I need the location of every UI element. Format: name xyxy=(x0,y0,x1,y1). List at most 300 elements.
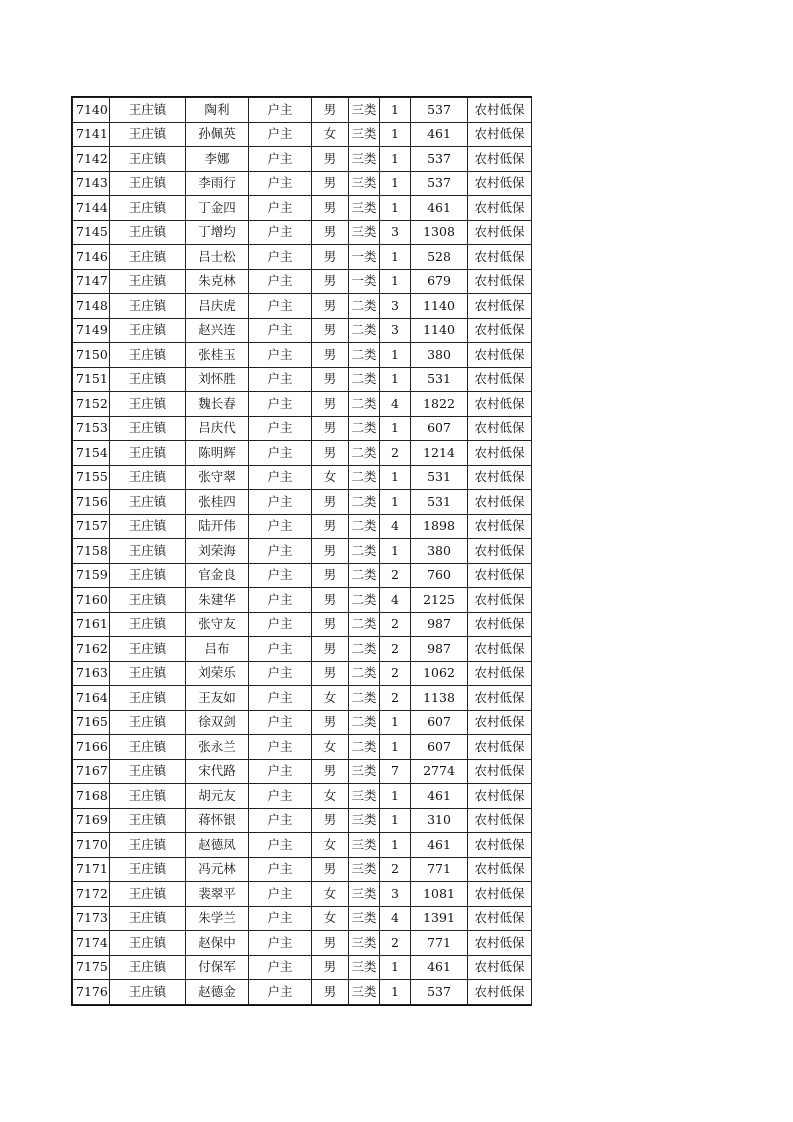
role-cell: 户主 xyxy=(249,171,312,196)
class-cell: 二类 xyxy=(349,686,380,711)
data-table xyxy=(72,97,532,1005)
amount-cell: 537 xyxy=(411,98,468,123)
amount-cell: 461 xyxy=(411,196,468,221)
gender-cell: 男 xyxy=(312,245,349,270)
table-row xyxy=(73,906,532,931)
assistance-type-cell: 农村低保 xyxy=(468,980,532,1005)
assistance-type-cell: 农村低保 xyxy=(468,710,532,735)
household-count-cell: 3 xyxy=(380,318,411,343)
household-count-cell: 1 xyxy=(380,784,411,809)
town-cell: 王庄镇 xyxy=(110,147,186,172)
household-count-cell: 1 xyxy=(380,416,411,441)
gender-cell: 男 xyxy=(312,710,349,735)
person-name-cell: 朱克林 xyxy=(186,269,249,294)
class-cell: 三类 xyxy=(349,906,380,931)
household-count-cell: 4 xyxy=(380,392,411,417)
row-number-cell: 7170 xyxy=(73,833,110,858)
household-count-cell: 1 xyxy=(380,539,411,564)
role-cell: 户主 xyxy=(249,196,312,221)
amount-cell: 2125 xyxy=(411,588,468,613)
assistance-type-cell: 农村低保 xyxy=(468,857,532,882)
household-count-cell: 2 xyxy=(380,563,411,588)
household-count-cell: 2 xyxy=(380,857,411,882)
gender-cell: 男 xyxy=(312,220,349,245)
assistance-type-cell: 农村低保 xyxy=(468,931,532,956)
household-count-cell: 1 xyxy=(380,833,411,858)
row-number-cell: 7150 xyxy=(73,343,110,368)
class-cell: 二类 xyxy=(349,318,380,343)
town-cell: 王庄镇 xyxy=(110,343,186,368)
row-number-cell: 7148 xyxy=(73,294,110,319)
class-cell: 二类 xyxy=(349,514,380,539)
table-row xyxy=(73,343,532,368)
table-row xyxy=(73,563,532,588)
household-count-cell: 1 xyxy=(380,710,411,735)
person-name-cell: 吕庆虎 xyxy=(186,294,249,319)
table-row xyxy=(73,931,532,956)
row-number-cell: 7175 xyxy=(73,955,110,980)
role-cell: 户主 xyxy=(249,294,312,319)
row-number-cell: 7141 xyxy=(73,122,110,147)
gender-cell: 男 xyxy=(312,367,349,392)
town-cell: 王庄镇 xyxy=(110,784,186,809)
town-cell: 王庄镇 xyxy=(110,759,186,784)
class-cell: 三类 xyxy=(349,931,380,956)
household-count-cell: 2 xyxy=(380,637,411,662)
table-row xyxy=(73,686,532,711)
gender-cell: 男 xyxy=(312,514,349,539)
row-number-cell: 7171 xyxy=(73,857,110,882)
row-number-cell: 7147 xyxy=(73,269,110,294)
household-count-cell: 1 xyxy=(380,465,411,490)
town-cell: 王庄镇 xyxy=(110,122,186,147)
town-cell: 王庄镇 xyxy=(110,637,186,662)
class-cell: 二类 xyxy=(349,441,380,466)
class-cell: 二类 xyxy=(349,294,380,319)
row-number-cell: 7160 xyxy=(73,588,110,613)
household-count-cell: 1 xyxy=(380,343,411,368)
row-number-cell: 7167 xyxy=(73,759,110,784)
person-name-cell: 蒋怀银 xyxy=(186,808,249,833)
person-name-cell: 刘怀胜 xyxy=(186,367,249,392)
table-row xyxy=(73,514,532,539)
assistance-type-cell: 农村低保 xyxy=(468,612,532,637)
table-row xyxy=(73,98,532,123)
table-row xyxy=(73,808,532,833)
amount-cell: 310 xyxy=(411,808,468,833)
row-number-cell: 7163 xyxy=(73,661,110,686)
table-row xyxy=(73,637,532,662)
row-number-cell: 7145 xyxy=(73,220,110,245)
town-cell: 王庄镇 xyxy=(110,539,186,564)
role-cell: 户主 xyxy=(249,98,312,123)
amount-cell: 760 xyxy=(411,563,468,588)
gender-cell: 男 xyxy=(312,759,349,784)
household-count-cell: 1 xyxy=(380,122,411,147)
person-name-cell: 刘荣乐 xyxy=(186,661,249,686)
row-number-cell: 7173 xyxy=(73,906,110,931)
class-cell: 三类 xyxy=(349,784,380,809)
household-count-cell: 1 xyxy=(380,735,411,760)
role-cell: 户主 xyxy=(249,343,312,368)
role-cell: 户主 xyxy=(249,857,312,882)
role-cell: 户主 xyxy=(249,539,312,564)
table-row xyxy=(73,833,532,858)
table-row xyxy=(73,220,532,245)
class-cell: 一类 xyxy=(349,269,380,294)
assistance-type-cell: 农村低保 xyxy=(468,441,532,466)
amount-cell: 380 xyxy=(411,539,468,564)
gender-cell: 女 xyxy=(312,784,349,809)
table-row xyxy=(73,980,532,1005)
town-cell: 王庄镇 xyxy=(110,98,186,123)
person-name-cell: 李雨行 xyxy=(186,171,249,196)
assistance-type-cell: 农村低保 xyxy=(468,686,532,711)
table-row xyxy=(73,661,532,686)
town-cell: 王庄镇 xyxy=(110,196,186,221)
household-count-cell: 1 xyxy=(380,196,411,221)
household-count-cell: 1 xyxy=(380,269,411,294)
table-row xyxy=(73,294,532,319)
assistance-type-cell: 农村低保 xyxy=(468,367,532,392)
class-cell: 二类 xyxy=(349,490,380,515)
person-name-cell: 陶利 xyxy=(186,98,249,123)
person-name-cell: 孙佩英 xyxy=(186,122,249,147)
person-name-cell: 裴翠平 xyxy=(186,882,249,907)
assistance-type-cell: 农村低保 xyxy=(468,833,532,858)
town-cell: 王庄镇 xyxy=(110,980,186,1005)
household-count-cell: 2 xyxy=(380,661,411,686)
town-cell: 王庄镇 xyxy=(110,465,186,490)
gender-cell: 男 xyxy=(312,612,349,637)
person-name-cell: 朱学兰 xyxy=(186,906,249,931)
class-cell: 二类 xyxy=(349,392,380,417)
table-row xyxy=(73,171,532,196)
person-name-cell: 赵兴连 xyxy=(186,318,249,343)
row-number-cell: 7165 xyxy=(73,710,110,735)
role-cell: 户主 xyxy=(249,686,312,711)
household-count-cell: 1 xyxy=(380,367,411,392)
amount-cell: 2774 xyxy=(411,759,468,784)
assistance-type-cell: 农村低保 xyxy=(468,661,532,686)
household-count-cell: 2 xyxy=(380,931,411,956)
row-number-cell: 7176 xyxy=(73,980,110,1005)
gender-cell: 男 xyxy=(312,808,349,833)
amount-cell: 537 xyxy=(411,147,468,172)
amount-cell: 461 xyxy=(411,784,468,809)
role-cell: 户主 xyxy=(249,147,312,172)
amount-cell: 1898 xyxy=(411,514,468,539)
role-cell: 户主 xyxy=(249,122,312,147)
person-name-cell: 张桂玉 xyxy=(186,343,249,368)
amount-cell: 1140 xyxy=(411,318,468,343)
town-cell: 王庄镇 xyxy=(110,906,186,931)
gender-cell: 男 xyxy=(312,294,349,319)
household-count-cell: 4 xyxy=(380,514,411,539)
household-count-cell: 4 xyxy=(380,906,411,931)
assistance-type-cell: 农村低保 xyxy=(468,735,532,760)
amount-cell: 987 xyxy=(411,612,468,637)
class-cell: 二类 xyxy=(349,612,380,637)
amount-cell: 771 xyxy=(411,931,468,956)
amount-cell: 1081 xyxy=(411,882,468,907)
table-row xyxy=(73,710,532,735)
gender-cell: 男 xyxy=(312,563,349,588)
amount-cell: 531 xyxy=(411,367,468,392)
row-number-cell: 7152 xyxy=(73,392,110,417)
town-cell: 王庄镇 xyxy=(110,833,186,858)
role-cell: 户主 xyxy=(249,833,312,858)
class-cell: 二类 xyxy=(349,588,380,613)
table-row xyxy=(73,612,532,637)
town-cell: 王庄镇 xyxy=(110,735,186,760)
gender-cell: 男 xyxy=(312,441,349,466)
amount-cell: 537 xyxy=(411,171,468,196)
assistance-type-cell: 农村低保 xyxy=(468,514,532,539)
row-number-cell: 7142 xyxy=(73,147,110,172)
amount-cell: 531 xyxy=(411,465,468,490)
household-count-cell: 3 xyxy=(380,882,411,907)
row-number-cell: 7155 xyxy=(73,465,110,490)
amount-cell: 607 xyxy=(411,710,468,735)
row-number-cell: 7156 xyxy=(73,490,110,515)
table-row xyxy=(73,318,532,343)
town-cell: 王庄镇 xyxy=(110,514,186,539)
household-count-cell: 2 xyxy=(380,686,411,711)
gender-cell: 女 xyxy=(312,906,349,931)
person-name-cell: 吕庆代 xyxy=(186,416,249,441)
person-name-cell: 陈明辉 xyxy=(186,441,249,466)
person-name-cell: 张桂四 xyxy=(186,490,249,515)
town-cell: 王庄镇 xyxy=(110,661,186,686)
assistance-type-cell: 农村低保 xyxy=(468,955,532,980)
role-cell: 户主 xyxy=(249,612,312,637)
role-cell: 户主 xyxy=(249,735,312,760)
row-number-cell: 7159 xyxy=(73,563,110,588)
person-name-cell: 丁增均 xyxy=(186,220,249,245)
amount-cell: 1391 xyxy=(411,906,468,931)
table-row xyxy=(73,857,532,882)
amount-cell: 1308 xyxy=(411,220,468,245)
assistance-type-cell: 农村低保 xyxy=(468,588,532,613)
role-cell: 户主 xyxy=(249,955,312,980)
household-count-cell: 1 xyxy=(380,147,411,172)
row-number-cell: 7154 xyxy=(73,441,110,466)
amount-cell: 461 xyxy=(411,122,468,147)
household-count-cell: 4 xyxy=(380,588,411,613)
role-cell: 户主 xyxy=(249,367,312,392)
row-number-cell: 7168 xyxy=(73,784,110,809)
assistance-type-cell: 农村低保 xyxy=(468,882,532,907)
person-name-cell: 刘荣海 xyxy=(186,539,249,564)
amount-cell: 771 xyxy=(411,857,468,882)
role-cell: 户主 xyxy=(249,416,312,441)
role-cell: 户主 xyxy=(249,710,312,735)
town-cell: 王庄镇 xyxy=(110,441,186,466)
class-cell: 三类 xyxy=(349,147,380,172)
gender-cell: 女 xyxy=(312,465,349,490)
household-count-cell: 1 xyxy=(380,980,411,1005)
role-cell: 户主 xyxy=(249,392,312,417)
town-cell: 王庄镇 xyxy=(110,318,186,343)
class-cell: 三类 xyxy=(349,196,380,221)
amount-cell: 1138 xyxy=(411,686,468,711)
town-cell: 王庄镇 xyxy=(110,416,186,441)
person-name-cell: 魏长春 xyxy=(186,392,249,417)
gender-cell: 男 xyxy=(312,588,349,613)
person-name-cell: 胡元友 xyxy=(186,784,249,809)
role-cell: 户主 xyxy=(249,220,312,245)
household-count-cell: 3 xyxy=(380,294,411,319)
amount-cell: 679 xyxy=(411,269,468,294)
row-number-cell: 7140 xyxy=(73,98,110,123)
row-number-cell: 7161 xyxy=(73,612,110,637)
town-cell: 王庄镇 xyxy=(110,367,186,392)
role-cell: 户主 xyxy=(249,759,312,784)
gender-cell: 女 xyxy=(312,122,349,147)
class-cell: 三类 xyxy=(349,955,380,980)
person-name-cell: 陆开伟 xyxy=(186,514,249,539)
person-name-cell: 张永兰 xyxy=(186,735,249,760)
person-name-cell: 吕士松 xyxy=(186,245,249,270)
table-row xyxy=(73,955,532,980)
person-name-cell: 张守友 xyxy=(186,612,249,637)
amount-cell: 607 xyxy=(411,416,468,441)
amount-cell: 461 xyxy=(411,833,468,858)
table-row xyxy=(73,147,532,172)
town-cell: 王庄镇 xyxy=(110,588,186,613)
assistance-type-cell: 农村低保 xyxy=(468,245,532,270)
class-cell: 三类 xyxy=(349,857,380,882)
town-cell: 王庄镇 xyxy=(110,857,186,882)
gender-cell: 男 xyxy=(312,490,349,515)
class-cell: 三类 xyxy=(349,833,380,858)
household-count-cell: 1 xyxy=(380,808,411,833)
role-cell: 户主 xyxy=(249,245,312,270)
amount-cell: 1140 xyxy=(411,294,468,319)
class-cell: 二类 xyxy=(349,661,380,686)
household-count-cell: 2 xyxy=(380,612,411,637)
amount-cell: 380 xyxy=(411,343,468,368)
gender-cell: 男 xyxy=(312,661,349,686)
household-count-cell: 1 xyxy=(380,171,411,196)
household-count-cell: 3 xyxy=(380,220,411,245)
assistance-type-cell: 农村低保 xyxy=(468,294,532,319)
amount-cell: 987 xyxy=(411,637,468,662)
gender-cell: 男 xyxy=(312,980,349,1005)
town-cell: 王庄镇 xyxy=(110,171,186,196)
person-name-cell: 李娜 xyxy=(186,147,249,172)
table-row xyxy=(73,416,532,441)
town-cell: 王庄镇 xyxy=(110,563,186,588)
amount-cell: 461 xyxy=(411,955,468,980)
class-cell: 二类 xyxy=(349,563,380,588)
gender-cell: 男 xyxy=(312,416,349,441)
amount-cell: 528 xyxy=(411,245,468,270)
gender-cell: 男 xyxy=(312,196,349,221)
assistance-type-cell: 农村低保 xyxy=(468,147,532,172)
role-cell: 户主 xyxy=(249,784,312,809)
town-cell: 王庄镇 xyxy=(110,294,186,319)
town-cell: 王庄镇 xyxy=(110,808,186,833)
row-number-cell: 7164 xyxy=(73,686,110,711)
class-cell: 二类 xyxy=(349,735,380,760)
town-cell: 王庄镇 xyxy=(110,882,186,907)
assistance-type-cell: 农村低保 xyxy=(468,906,532,931)
class-cell: 二类 xyxy=(349,637,380,662)
assistance-type-cell: 农村低保 xyxy=(468,171,532,196)
household-count-cell: 1 xyxy=(380,98,411,123)
role-cell: 户主 xyxy=(249,563,312,588)
class-cell: 三类 xyxy=(349,882,380,907)
assistance-type-cell: 农村低保 xyxy=(468,122,532,147)
role-cell: 户主 xyxy=(249,465,312,490)
class-cell: 三类 xyxy=(349,759,380,784)
assistance-type-cell: 农村低保 xyxy=(468,392,532,417)
row-number-cell: 7169 xyxy=(73,808,110,833)
town-cell: 王庄镇 xyxy=(110,931,186,956)
row-number-cell: 7162 xyxy=(73,637,110,662)
town-cell: 王庄镇 xyxy=(110,490,186,515)
amount-cell: 531 xyxy=(411,490,468,515)
table-row xyxy=(73,882,532,907)
household-count-cell: 1 xyxy=(380,955,411,980)
assistance-type-cell: 农村低保 xyxy=(468,220,532,245)
gender-cell: 男 xyxy=(312,98,349,123)
row-number-cell: 7146 xyxy=(73,245,110,270)
town-cell: 王庄镇 xyxy=(110,392,186,417)
assistance-type-cell: 农村低保 xyxy=(468,269,532,294)
household-count-cell: 7 xyxy=(380,759,411,784)
assistance-type-cell: 农村低保 xyxy=(468,539,532,564)
row-number-cell: 7172 xyxy=(73,882,110,907)
role-cell: 户主 xyxy=(249,931,312,956)
class-cell: 二类 xyxy=(349,343,380,368)
table-row xyxy=(73,367,532,392)
table-row xyxy=(73,784,532,809)
class-cell: 一类 xyxy=(349,245,380,270)
row-number-cell: 7174 xyxy=(73,931,110,956)
gender-cell: 男 xyxy=(312,392,349,417)
data-table-container xyxy=(71,96,532,1006)
role-cell: 户主 xyxy=(249,514,312,539)
gender-cell: 男 xyxy=(312,931,349,956)
gender-cell: 男 xyxy=(312,637,349,662)
town-cell: 王庄镇 xyxy=(110,686,186,711)
role-cell: 户主 xyxy=(249,269,312,294)
gender-cell: 男 xyxy=(312,955,349,980)
role-cell: 户主 xyxy=(249,906,312,931)
gender-cell: 女 xyxy=(312,686,349,711)
table-row xyxy=(73,759,532,784)
gender-cell: 男 xyxy=(312,269,349,294)
role-cell: 户主 xyxy=(249,588,312,613)
person-name-cell: 吕布 xyxy=(186,637,249,662)
person-name-cell: 赵保中 xyxy=(186,931,249,956)
person-name-cell: 朱建华 xyxy=(186,588,249,613)
role-cell: 户主 xyxy=(249,980,312,1005)
table-row xyxy=(73,245,532,270)
gender-cell: 男 xyxy=(312,147,349,172)
person-name-cell: 官金良 xyxy=(186,563,249,588)
assistance-type-cell: 农村低保 xyxy=(468,759,532,784)
class-cell: 三类 xyxy=(349,98,380,123)
class-cell: 三类 xyxy=(349,220,380,245)
gender-cell: 男 xyxy=(312,171,349,196)
row-number-cell: 7166 xyxy=(73,735,110,760)
person-name-cell: 冯元林 xyxy=(186,857,249,882)
table-row xyxy=(73,465,532,490)
